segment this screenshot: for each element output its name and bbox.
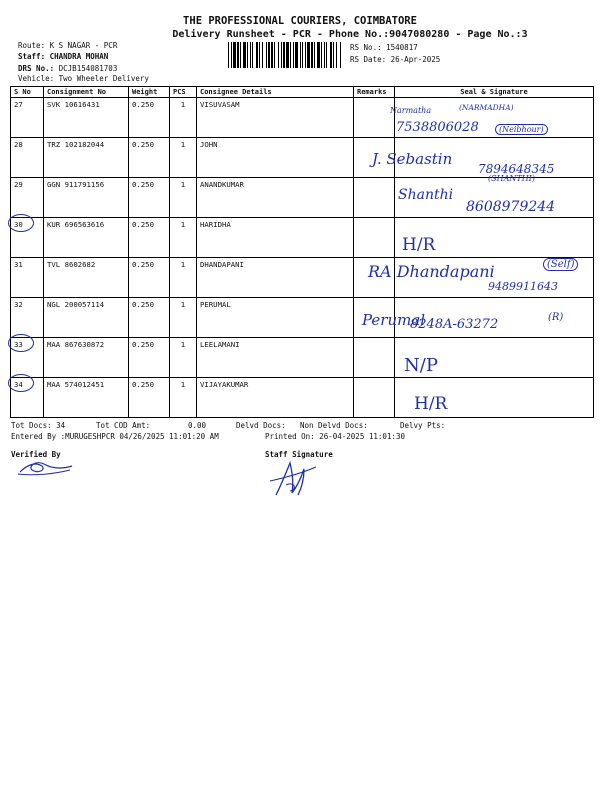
entered-by: Entered By :MURUGESHPCR 04/26/2025 11:01:20 AM: [11, 432, 219, 441]
cell-consignee: ANANDKUMAR: [197, 178, 354, 218]
hw-r30-mark: H/R: [402, 235, 436, 255]
hw-r27-name: Narmatha: [390, 106, 432, 115]
cell-weight: 0.250: [129, 258, 170, 298]
table-header-row: [11, 87, 594, 98]
drs-value: DCJB154081703: [58, 64, 118, 73]
table-row: [11, 378, 594, 418]
cell-remarks: [354, 218, 395, 258]
vehicle-label: Vehicle: Two Wheeler Delivery: [18, 74, 149, 83]
cell-weight: 0.250: [129, 298, 170, 338]
hw-r29-phone: 8608979244: [466, 199, 556, 215]
cell-pcs: 1: [170, 138, 197, 178]
hw-r28-phone: 7894648345: [478, 162, 555, 176]
staff-signature-label: Staff Signature: [265, 450, 333, 459]
cell-remarks: [354, 378, 395, 418]
hw-r27-phone: 7538806028: [396, 120, 479, 135]
hw-r31-phone: 9489911643: [488, 280, 558, 293]
cell-weight: 0.250: [129, 98, 170, 138]
barcode-icon: [228, 42, 341, 68]
hw-r29-name: Shanthi: [398, 187, 454, 203]
hw-r27-tag: (NARMADHA): [459, 103, 514, 112]
cell-remarks: [354, 178, 395, 218]
col-header-signature: Seal & Signature: [395, 87, 594, 98]
cell-sno: 28: [11, 138, 44, 178]
cell-pcs: 1: [170, 298, 197, 338]
cell-weight: 0.250: [129, 378, 170, 418]
hw-r33-mark: N/P: [404, 355, 438, 376]
hw-r32-name: Perumal: [362, 311, 426, 329]
cell-weight: 0.250: [129, 338, 170, 378]
runsheet-subtitle: Delivery Runsheet - PCR - Phone No.:9047080280 - Page No.:3: [172, 29, 528, 40]
cell-pcs: 1: [170, 178, 197, 218]
hw-r34-mark: H/R: [414, 394, 448, 414]
cell-sno: 32: [11, 298, 44, 338]
hw-r32-tag: (R): [548, 312, 564, 323]
cell-weight: 0.250: [129, 138, 170, 178]
cell-consignee: JOHN: [197, 138, 354, 178]
rs-date: RS Date: 26-Apr-2025: [350, 55, 441, 64]
total-docs: Tot Docs: 34: [11, 421, 66, 430]
staff-label: Staff: CHANDRA MOHAN: [18, 52, 109, 61]
cell-pcs: 1: [170, 258, 197, 298]
cell-remarks: [354, 338, 395, 378]
verified-by-label: Verified By: [11, 450, 61, 459]
total-cod-label: Tot COD Amt:: [96, 421, 151, 430]
cell-pcs: 1: [170, 378, 197, 418]
circled-sno-mark: [8, 214, 34, 232]
non-delivered-docs: Non Delvd Docs:: [300, 421, 368, 430]
cell-consignment: TVL 8602682: [44, 258, 129, 298]
hw-r29-tag: (SHANTHI): [488, 174, 535, 183]
col-header-pcs: PCS: [170, 87, 197, 98]
col-header-sno: S No: [11, 87, 44, 98]
table-row: [11, 338, 594, 378]
delivered-docs: Delvd Docs:: [236, 421, 286, 430]
cell-sno: 29: [11, 178, 44, 218]
cell-consignment: NGL 200057114: [44, 298, 129, 338]
hw-r27-relation: (Neibhour): [495, 124, 548, 135]
cell-weight: 0.250: [129, 218, 170, 258]
table-row: [11, 298, 594, 338]
cell-pcs: 1: [170, 98, 197, 138]
printed-on: Printed On: 26-04-2025 11:01:30: [265, 432, 405, 441]
col-header-weight: Weight: [129, 87, 170, 98]
cell-sno: 33: [11, 338, 44, 378]
cell-sno: 27: [11, 98, 44, 138]
cell-remarks: [354, 98, 395, 138]
hw-r31-tag: (Self): [543, 258, 578, 271]
cell-consignee: DHANDAPANI: [197, 258, 354, 298]
company-title: THE PROFESSIONAL COURIERS, COIMBATORE: [183, 15, 417, 27]
cell-weight: 0.250: [129, 178, 170, 218]
cell-consignment: GGN 911791156: [44, 178, 129, 218]
hw-r28-name: J. Sebastin: [372, 150, 453, 168]
col-header-consignment: Consignment No: [44, 87, 129, 98]
col-header-remarks: Remarks: [354, 87, 395, 98]
table-row: [11, 218, 594, 258]
rs-number: RS No.: 1540817: [350, 43, 418, 52]
hw-r31-name: RA Dhandapani: [368, 262, 495, 281]
cell-consignee: PERUMAL: [197, 298, 354, 338]
cell-sno: 34: [11, 378, 44, 418]
cell-sno: 31: [11, 258, 44, 298]
cell-consignee: HARIDHA: [197, 218, 354, 258]
cell-consignment: SVK 10616431: [44, 98, 129, 138]
cell-consignee: LEELAMANI: [197, 338, 354, 378]
cell-consignee: VIJAYAKUMAR: [197, 378, 354, 418]
circled-sno-mark: [8, 374, 34, 392]
cell-consignee: VISUVASAM: [197, 98, 354, 138]
cell-consignment: TRZ 102182044: [44, 138, 129, 178]
drs-label: DRS No.:: [18, 64, 55, 73]
cell-consignment: MAA 574012451: [44, 378, 129, 418]
cell-sno: 30: [11, 218, 44, 258]
staff-signature-icon: [268, 455, 348, 500]
circled-sno-mark: [8, 334, 34, 352]
drs-number: [18, 65, 117, 73]
col-header-consignee: Consignee Details: [197, 87, 354, 98]
runsheet-table: [10, 86, 594, 418]
delivery-points: Delvy Pts:: [400, 421, 446, 430]
route-label: Route: K S NAGAR - PCR: [18, 41, 118, 50]
cell-consignment: KUR 696563616: [44, 218, 129, 258]
total-cod-amount: 0.00: [188, 421, 207, 430]
verified-signature-icon: [14, 456, 76, 478]
cell-pcs: 1: [170, 218, 197, 258]
hw-r32-phone: 8248A-63272: [410, 317, 499, 332]
cell-consignment: MAA 867630872: [44, 338, 129, 378]
cell-pcs: 1: [170, 338, 197, 378]
